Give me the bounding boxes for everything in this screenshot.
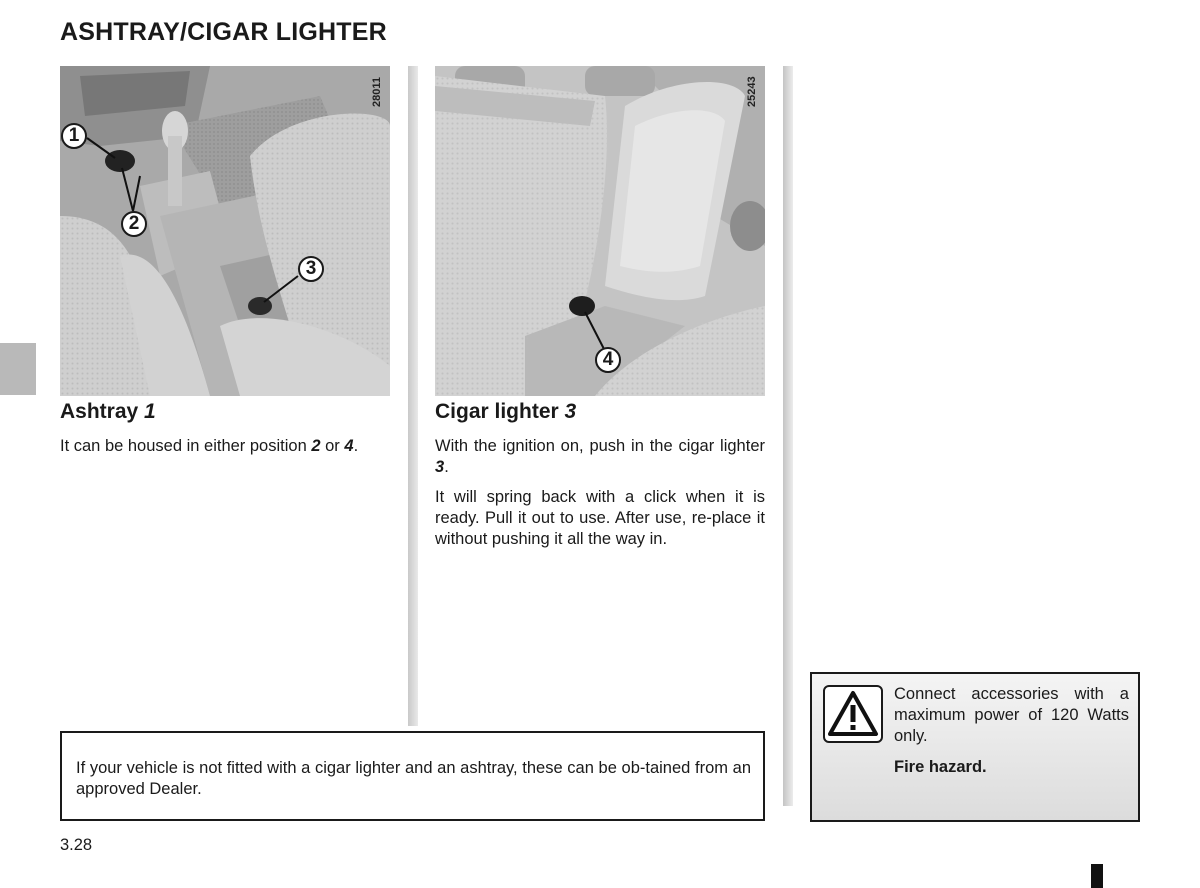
dealer-note-box (60, 731, 765, 821)
dealer-note-text: If your vehicle is not fitted with a cigar lighter and an ashtray, these can be ob-tained from an approved Dealer. (76, 759, 751, 798)
warning-triangle-icon (823, 685, 883, 743)
page-title: ASHTRAY/CIGAR LIGHTER (60, 18, 387, 46)
page-number: 3.28 (60, 836, 93, 854)
column-divider (408, 66, 418, 726)
cigar-lighter-text-2: It will spring back with a click when it is ready. Pull it out to use. After use, re-place it without pushing it all the way in. (435, 488, 765, 548)
ashtray-text: It can be housed in either position 2 or 4. (60, 437, 359, 455)
ashtray-heading: Ashtray 1 (60, 400, 156, 423)
cigar-lighter-heading: Cigar lighter 3 (435, 400, 577, 423)
callout-1: 1 (61, 123, 87, 149)
rear-seat-illustration (435, 66, 765, 396)
figure-reference: 25243 (746, 76, 758, 107)
chapter-tab (0, 343, 36, 395)
console-illustration (60, 66, 390, 396)
fire-hazard-text: Fire hazard. (894, 758, 987, 776)
callout-3: 3 (298, 256, 324, 282)
callout-2: 2 (121, 211, 147, 237)
callout-4: 4 (595, 347, 621, 373)
warning-box (810, 672, 1140, 822)
warning-text: Connect accessories with a maximum power of 120 Watts only. (894, 685, 1129, 745)
figure-reference: 28011 (371, 77, 383, 107)
cigar-lighter-text-1: With the ignition on, push in the cigar lighter 3. (435, 437, 765, 476)
page-marker (1091, 864, 1103, 888)
column-divider (783, 66, 793, 806)
